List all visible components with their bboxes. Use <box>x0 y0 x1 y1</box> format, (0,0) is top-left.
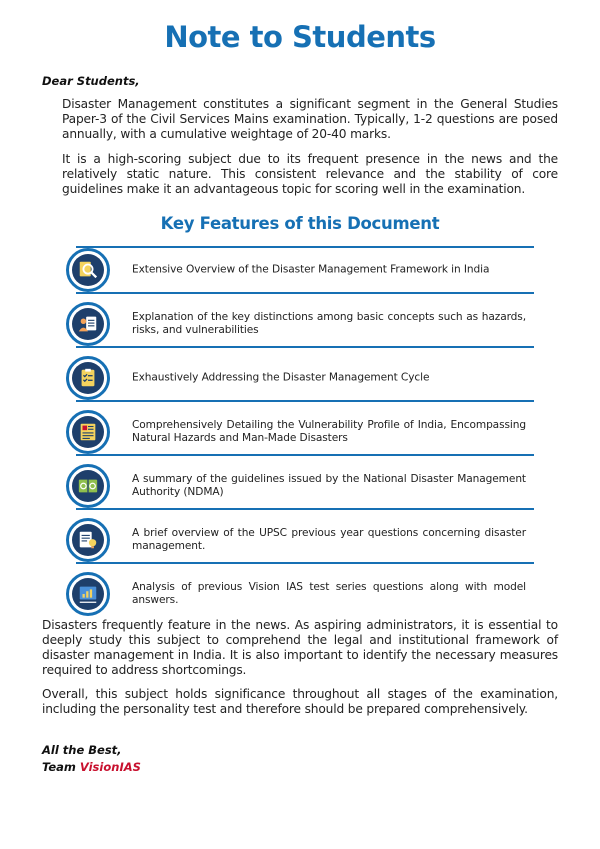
feature-text: Analysis of previous Vision IAS test series questions along with model answers. <box>132 581 526 606</box>
magnifier-document-icon <box>66 248 110 292</box>
intro-paragraph-1: Disaster Management constitutes a significant segment in the General Studies Paper-3 of the Civil Services Mains examination. Typically, 1-2 questions are posed annually, with a cumulative weightage of 20-40 marks. <box>62 97 558 141</box>
feature-text: Comprehensively Detailing the Vulnerability Profile of India, Encompassing Natural Hazards and Man-Made Disasters <box>132 419 526 444</box>
divider <box>76 346 534 348</box>
closing-paragraph-1: Disasters frequently feature in the news. As aspiring administrators, it is essential to deeply study this subject to comprehend the legal and institutional framework of disaster management in India. It is also important to identify the necessary measures required to address shortcomings. <box>42 618 558 677</box>
divider <box>76 400 534 402</box>
divider <box>76 562 534 564</box>
divider <box>76 246 534 248</box>
feature-text: Explanation of the key distinctions among basic concepts such as hazards, risks, and vulnerabilities <box>132 311 526 336</box>
brand-part-vision: Vision <box>79 760 120 774</box>
feature-item <box>66 408 534 456</box>
team-signature <box>42 759 141 776</box>
user-document-icon <box>66 302 110 346</box>
salutation: Dear Students, <box>42 74 140 88</box>
divider <box>76 454 534 456</box>
page-title: Note to Students <box>164 20 436 54</box>
analysis-chart-icon <box>66 572 110 616</box>
feature-text: Exhaustively Addressing the Disaster Management Cycle <box>132 371 430 384</box>
checklist-clipboard-icon <box>66 356 110 400</box>
closing-paragraph-2: Overall, this subject holds significance throughout all stages of the examination, including the personality test and therefore should be prepared comprehensively. <box>42 687 558 716</box>
feature-item <box>66 462 534 510</box>
feature-text: A summary of the guidelines issued by the National Disaster Management Authority (NDMA) <box>132 473 526 498</box>
brand-part-ias: IAS <box>119 760 141 774</box>
feature-item <box>66 354 534 402</box>
divider <box>76 292 534 294</box>
feature-text: Extensive Overview of the Disaster Management Framework in India <box>132 263 490 276</box>
feature-item <box>66 570 534 618</box>
signoff <box>42 742 141 776</box>
question-bulb-icon <box>66 518 110 562</box>
intro-paragraph-2: It is a high-scoring subject due to its frequent presence in the news and the relatively static nature. This consistent relevance and the stability of core guidelines make it an advantageous topic for scoring well in the examination. <box>62 152 558 196</box>
divider <box>76 508 534 510</box>
feature-text: A brief overview of the UPSC previous year questions concerning disaster management. <box>132 527 526 552</box>
profile-report-icon <box>66 410 110 454</box>
team-prefix: Team <box>42 760 80 774</box>
feature-item <box>66 516 534 564</box>
signoff-line: All the Best, <box>42 743 122 757</box>
brand-name <box>80 760 141 774</box>
feature-item <box>66 300 534 348</box>
guidelines-book-icon <box>66 464 110 508</box>
feature-item <box>66 246 534 294</box>
features-heading: Key Features of this Document <box>160 214 440 233</box>
